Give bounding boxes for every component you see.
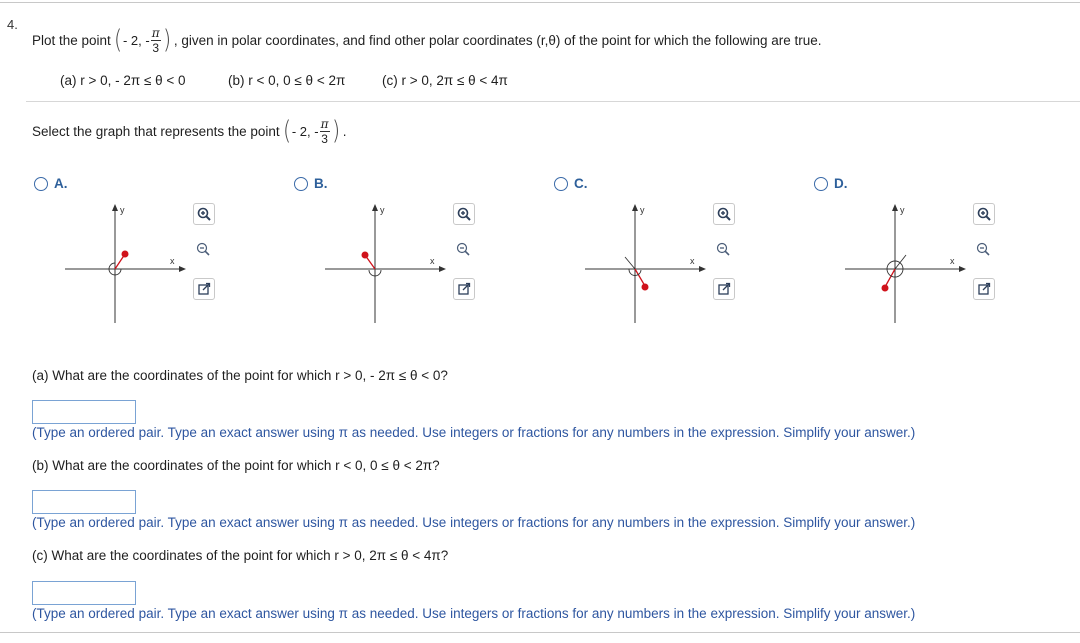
option-a-radio[interactable] [34,176,68,191]
graph-b [320,198,450,328]
select-point-r: - 2, - [291,123,319,139]
option-b-zoom-in-button[interactable] [453,203,475,225]
angle-ray [895,255,906,269]
radio-circle[interactable] [34,177,48,191]
zoom-in-icon [197,207,211,221]
ray [635,269,645,286]
popout-icon [457,282,471,296]
top-divider [0,2,1080,3]
y-label: y [380,205,385,215]
section-divider [26,101,1080,102]
plotted-point [882,285,889,292]
option-c-zoom-out-button[interactable] [713,239,733,259]
zoom-in-icon [977,207,991,221]
polar-point-r: - 2, - [122,32,150,48]
question-c: (c) What are the coordinates of the point for which r > 0, 2π ≤ θ < 4π? [32,548,449,563]
option-c-radio[interactable] [554,176,588,191]
option-d-label: D. [834,176,848,191]
prompt-after: , given in polar coordinates, and find other polar coordinates (r,θ) of the point for which the following are true. [173,32,822,48]
option-c-zoom-in-button[interactable] [713,203,735,225]
plotted-point [642,284,649,291]
hint-b: (Type an ordered pair. Type an exact answer using π as needed. Use integers or fractions for any numbers in the expression. Simplify your answer.) [32,515,916,530]
option-d-popout-button[interactable] [973,278,995,300]
option-c-label: C. [574,176,588,191]
y-axis-arrow [892,204,898,211]
hint-a: (Type an ordered pair. Type an exact answer using π as needed. Use integers or fractions for any numbers in the expression. Simplify your answer.) [32,425,916,440]
answer-c-input[interactable] [32,581,136,605]
theta-fraction [151,27,161,54]
option-b-zoom-out-button[interactable] [453,239,473,259]
radio-circle[interactable] [814,177,828,191]
x-label: x [690,256,695,266]
prompt-before: Plot the point [32,32,111,48]
plotted-point [362,252,369,259]
plotted-point [122,251,129,258]
answer-b-input[interactable] [32,490,136,514]
x-label: x [430,256,435,266]
question-b: (b) What are the coordinates of the point for which r < 0, 0 ≤ θ < 2π? [32,458,440,473]
option-b-radio[interactable] [294,176,328,191]
option-a-zoom-out-button[interactable] [193,239,213,259]
x-axis-arrow [959,266,966,272]
question-a: (a) What are the coordinates of the point for which r > 0, - 2π ≤ θ < 0? [32,368,448,383]
select-graph-prompt: Select the graph that represents the point ( - 2, - $\frac{\pi}{3}$ ) . [32,116,347,146]
x-label: x [950,256,955,266]
x-axis-arrow [179,266,186,272]
option-b-popout-button[interactable] [453,278,475,300]
question-prompt [32,26,821,54]
popout-icon [197,282,211,296]
option-b-label: B. [314,176,328,191]
answer-a-input[interactable] [32,400,136,424]
zoom-out-icon [196,242,210,256]
fraction-denominator: 3 [152,40,160,55]
option-d-zoom-in-button[interactable] [973,203,995,225]
radio-circle[interactable] [294,177,308,191]
select-text: Select the graph that represents the point [32,123,280,139]
ray [885,269,895,287]
zoom-out-icon [456,242,470,256]
hint-c: (Type an ordered pair. Type an exact answer using π as needed. Use integers or fractions for any numbers in the expression. Simplify your answer.) [32,606,916,621]
condition-c: (c) r > 0, 2π ≤ θ < 4π [382,73,508,88]
option-a-label: A. [54,176,68,191]
polar-point: ( - 2, - $\frac{\pi}{3}$ ) [113,25,171,55]
bottom-divider [0,632,1080,633]
angle-ray [625,257,635,269]
graph-d [840,198,970,328]
graph-a [60,198,190,328]
option-a-zoom-in-button[interactable] [193,203,215,225]
select-theta-fraction: $\frac{\pi}{3}$ [320,116,329,146]
y-label: y [900,205,905,215]
condition-a: (a) r > 0, - 2π ≤ θ < 0 [60,73,186,88]
popout-icon [717,282,731,296]
y-axis-arrow [112,204,118,211]
question-number: 4. [7,17,18,32]
zoom-out-icon [976,242,990,256]
zoom-out-icon [716,242,730,256]
popout-icon [977,282,991,296]
fraction-numerator: π [151,25,160,40]
y-axis-arrow [372,204,378,211]
zoom-in-icon [457,207,471,221]
zoom-in-icon [717,207,731,221]
y-label: y [120,205,125,215]
y-axis-arrow [632,204,638,211]
option-d-radio[interactable] [814,176,848,191]
option-a-popout-button[interactable] [193,278,215,300]
option-d-zoom-out-button[interactable] [973,239,993,259]
condition-b: (b) r < 0, 0 ≤ θ < 2π [228,73,346,88]
select-polar-point: ( - 2, - $\frac{\pi}{3}$ ) [282,116,340,146]
x-axis-arrow [439,266,446,272]
radio-circle[interactable] [554,177,568,191]
y-label: y [640,205,645,215]
x-axis-arrow [699,266,706,272]
option-c-popout-button[interactable] [713,278,735,300]
graph-c [580,198,710,328]
x-label: x [170,256,175,266]
